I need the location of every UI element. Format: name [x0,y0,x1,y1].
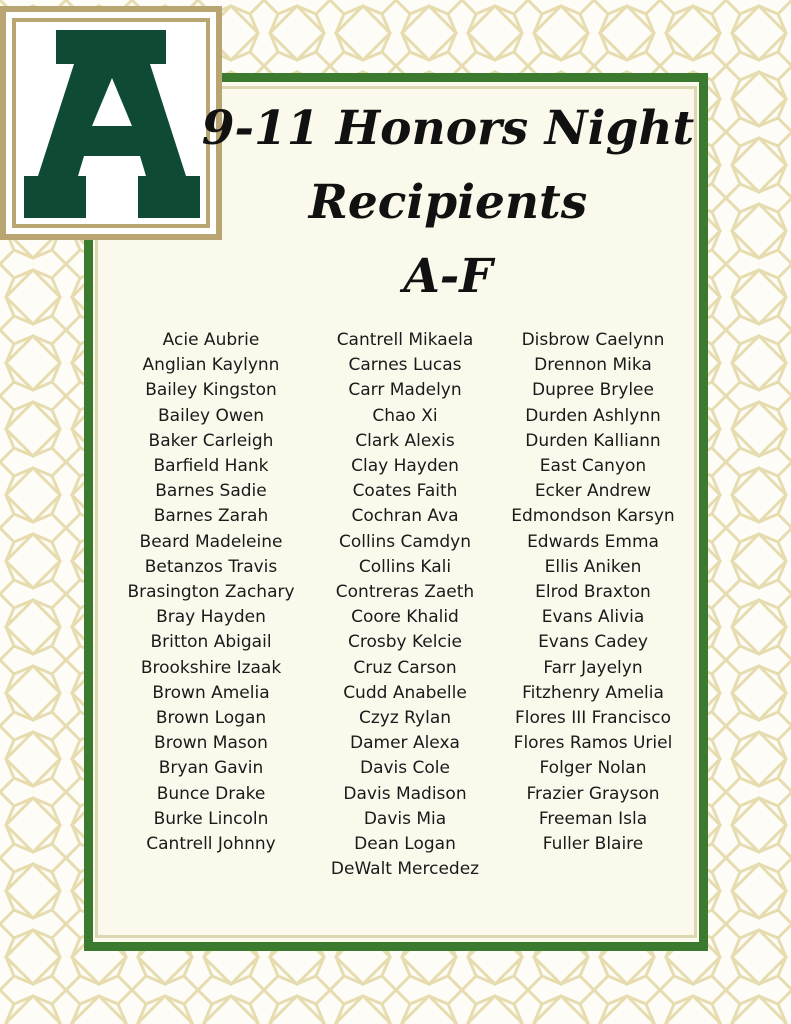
recipient-name: Coore Khalid [351,607,459,628]
recipient-name: Durden Ashlynn [525,405,661,426]
recipient-name: Cruz Carson [353,657,457,678]
recipient-list [115,328,685,898]
recipient-name: Evans Cadey [538,632,648,653]
school-letter-logo [0,6,222,240]
recipient-name: Britton Abigail [150,632,272,653]
recipient-name: Cantrell Johnny [146,834,276,855]
recipient-name: Folger Nolan [539,758,647,779]
recipient-name: Davis Madison [343,783,467,804]
recipient-name: Coates Faith [352,481,458,502]
recipient-name: Davis Cole [359,758,450,779]
recipient-name: East Canyon [539,456,647,477]
recipient-name: Bryan Gavin [158,758,264,779]
recipient-name: Acie Aubrie [162,330,260,350]
recipient-name: Dean Logan [354,834,456,855]
recipient-name: Barnes Zarah [153,506,269,527]
logo-letter: A [110,211,112,212]
recipient-name: Dupree Brylee [532,380,654,401]
recipient-name: Cochran Ava [351,506,459,527]
recipient-name: Davis Mia [363,808,447,829]
recipient-name: Brown Logan [155,708,267,729]
recipient-name: Collins Kali [358,556,452,577]
recipient-name: Drennon Mika [534,355,652,376]
recipient-name: Bray Hayden [156,607,266,628]
recipient-name: Czyz Rylan [358,708,452,729]
recipient-name: Beard Madeleine [139,531,283,552]
recipient-name: Brown Amelia [152,682,270,703]
recipient-name: DeWalt Mercedez [330,859,480,880]
recipient-name: Contreras Zaeth [335,582,475,603]
recipient-name: Barnes Sadie [155,481,267,502]
recipient-name: Fuller Blaire [542,834,644,855]
recipient-name: Edmondson Karsyn [511,506,675,527]
recipient-name: Elrod Braxton [535,582,651,603]
recipient-name: Bailey Owen [158,405,264,426]
recipient-name: Ecker Andrew [534,481,652,502]
title-line-2: Recipients [308,175,588,230]
recipient-name: Farr Jayelyn [543,657,643,678]
recipient-name: Collins Camdyn [339,531,471,552]
recipient-name: Cantrell Mikaela [336,330,474,350]
page-title [190,92,706,314]
recipient-name: Brasington Zachary [127,582,295,603]
recipient-name: Durden Kalliann [525,430,661,451]
recipient-name: Baker Carleigh [148,430,274,451]
recipient-column-3 [495,328,691,857]
recipient-name: Brookshire Izaak [140,657,282,678]
recipient-column-1 [115,328,307,857]
recipient-name: Flores Ramos Uriel [513,733,673,754]
recipient-name: Betanzos Travis [144,556,278,577]
recipient-name: Damer Alexa [350,733,460,754]
recipient-name: Burke Lincoln [153,808,269,829]
recipient-name: Clark Alexis [355,430,455,451]
recipient-name: Ellis Aniken [544,556,642,577]
recipient-name: Anglian Kaylynn [142,355,280,376]
recipient-name: Frazier Grayson [526,783,660,804]
recipient-name: Bailey Kingston [145,380,277,401]
recipient-name: Clay Hayden [351,456,459,477]
title-line-1: 9-11 Honors Night [201,101,695,156]
recipient-name: Brown Mason [154,733,268,754]
recipient-name: Flores III Francisco [514,708,672,729]
recipient-name: Carr Madelyn [348,380,462,401]
recipient-name: Carnes Lucas [348,355,462,376]
recipient-name: Bunce Drake [156,783,266,804]
recipient-name: Chao Xi [372,405,438,426]
recipient-name: Disbrow Caelynn [521,330,665,350]
recipient-name: Cudd Anabelle [343,682,467,703]
recipient-name: Evans Alivia [541,607,645,628]
recipient-name: Barfield Hank [153,456,269,477]
recipient-column-2 [305,328,505,882]
recipient-name: Freeman Isla [538,808,648,829]
title-line-3: A-F [403,249,493,304]
recipient-name: Edwards Emma [527,531,659,552]
recipient-name: Crosby Kelcie [347,632,462,653]
recipient-name: Fitzhenry Amelia [522,682,664,703]
